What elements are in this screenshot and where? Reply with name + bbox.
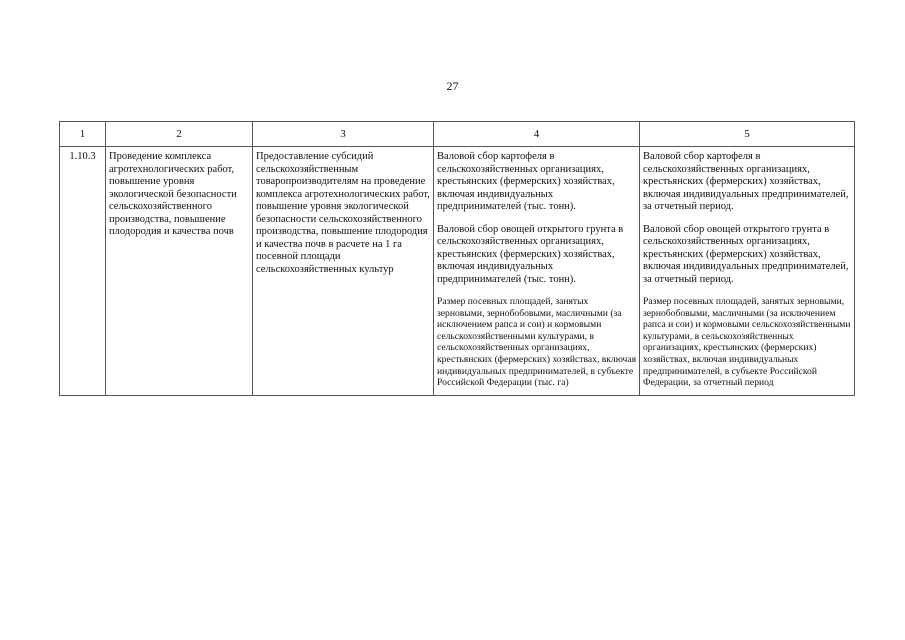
indicator-vegetables: Валовой сбор овощей открытого грунта в сельскохозяйственных организациях, крестьянских (фермерских) хозяйствах, включая индивидуальных предпринимателей (тыс. тонн). xyxy=(437,223,624,285)
header-cell-3: 3 xyxy=(253,122,434,147)
definition-sown-area: Размер посевных площадей, занятых зерновыми, зернобобовыми, масличными (за исключением рапса и сои) и кормовыми сельскохозяйственными культурами, в сельскохозяйственных организациях, крестьянских (фермерских) хозяйствах, включая индивидуальных предпринимателей, в субъекте Российской Федерации, за отчетный период xyxy=(643,296,851,389)
definitions-cell xyxy=(640,147,855,396)
indicators-cell xyxy=(434,147,640,396)
row-number: 1.10.3 xyxy=(60,147,106,396)
definition-potato: Валовой сбор картофеля в сельскохозяйственных организациях, крестьянских (фермерских) хозяйствах, включая индивидуальных предпринимателей, за отчетный период. xyxy=(643,151,849,212)
indicator-sown-area: Размер посевных площадей, занятых зерновыми, зернобобовыми, масличными (за исключением рапса и сои) и кормовыми сельскохозяйственными культурами, в сельскохозяйственных организациях, крестьянских (фермерских) хозяйствах, включая индивидуальных предпринимателей, в субъекте Российской Федерации (тыс. га) xyxy=(437,296,637,389)
definition-vegetables: Валовой сбор овощей открытого грунта в сельскохозяйственных организациях, крестьянских (фермерских) хозяйствах, включая индивидуальных предпринимателей, за отчетный период. xyxy=(643,223,849,285)
mechanism-cell: Предоставление субсидий сельскохозяйственным товаропроизводителям на проведение комплекса агротехнологических работ, повышение уровня экологической безопасности сельскохозяйственного производства, повышение плодородия и качества почв в расчете на 1 га посевной площади сельскохозяйственных культур xyxy=(253,147,434,396)
table-row xyxy=(60,147,855,396)
page-number: 27 xyxy=(446,79,459,93)
table-header-row xyxy=(60,122,855,147)
program-table xyxy=(59,121,855,396)
event-cell: Проведение комплекса агротехнологических работ, повышение уровня экологической безопасности сельскохозяйственного производства, повышение плодородия и качества почв xyxy=(106,147,253,396)
header-cell-1: 1 xyxy=(60,122,106,147)
header-cell-2: 2 xyxy=(106,122,253,147)
header-cell-4: 4 xyxy=(434,122,640,147)
indicator-potato: Валовой сбор картофеля в сельскохозяйственных организациях, крестьянских (фермерских) хозяйствах, включая индивидуальных предпринимателей (тыс. тонн). xyxy=(437,151,615,212)
header-cell-5: 5 xyxy=(640,122,855,147)
